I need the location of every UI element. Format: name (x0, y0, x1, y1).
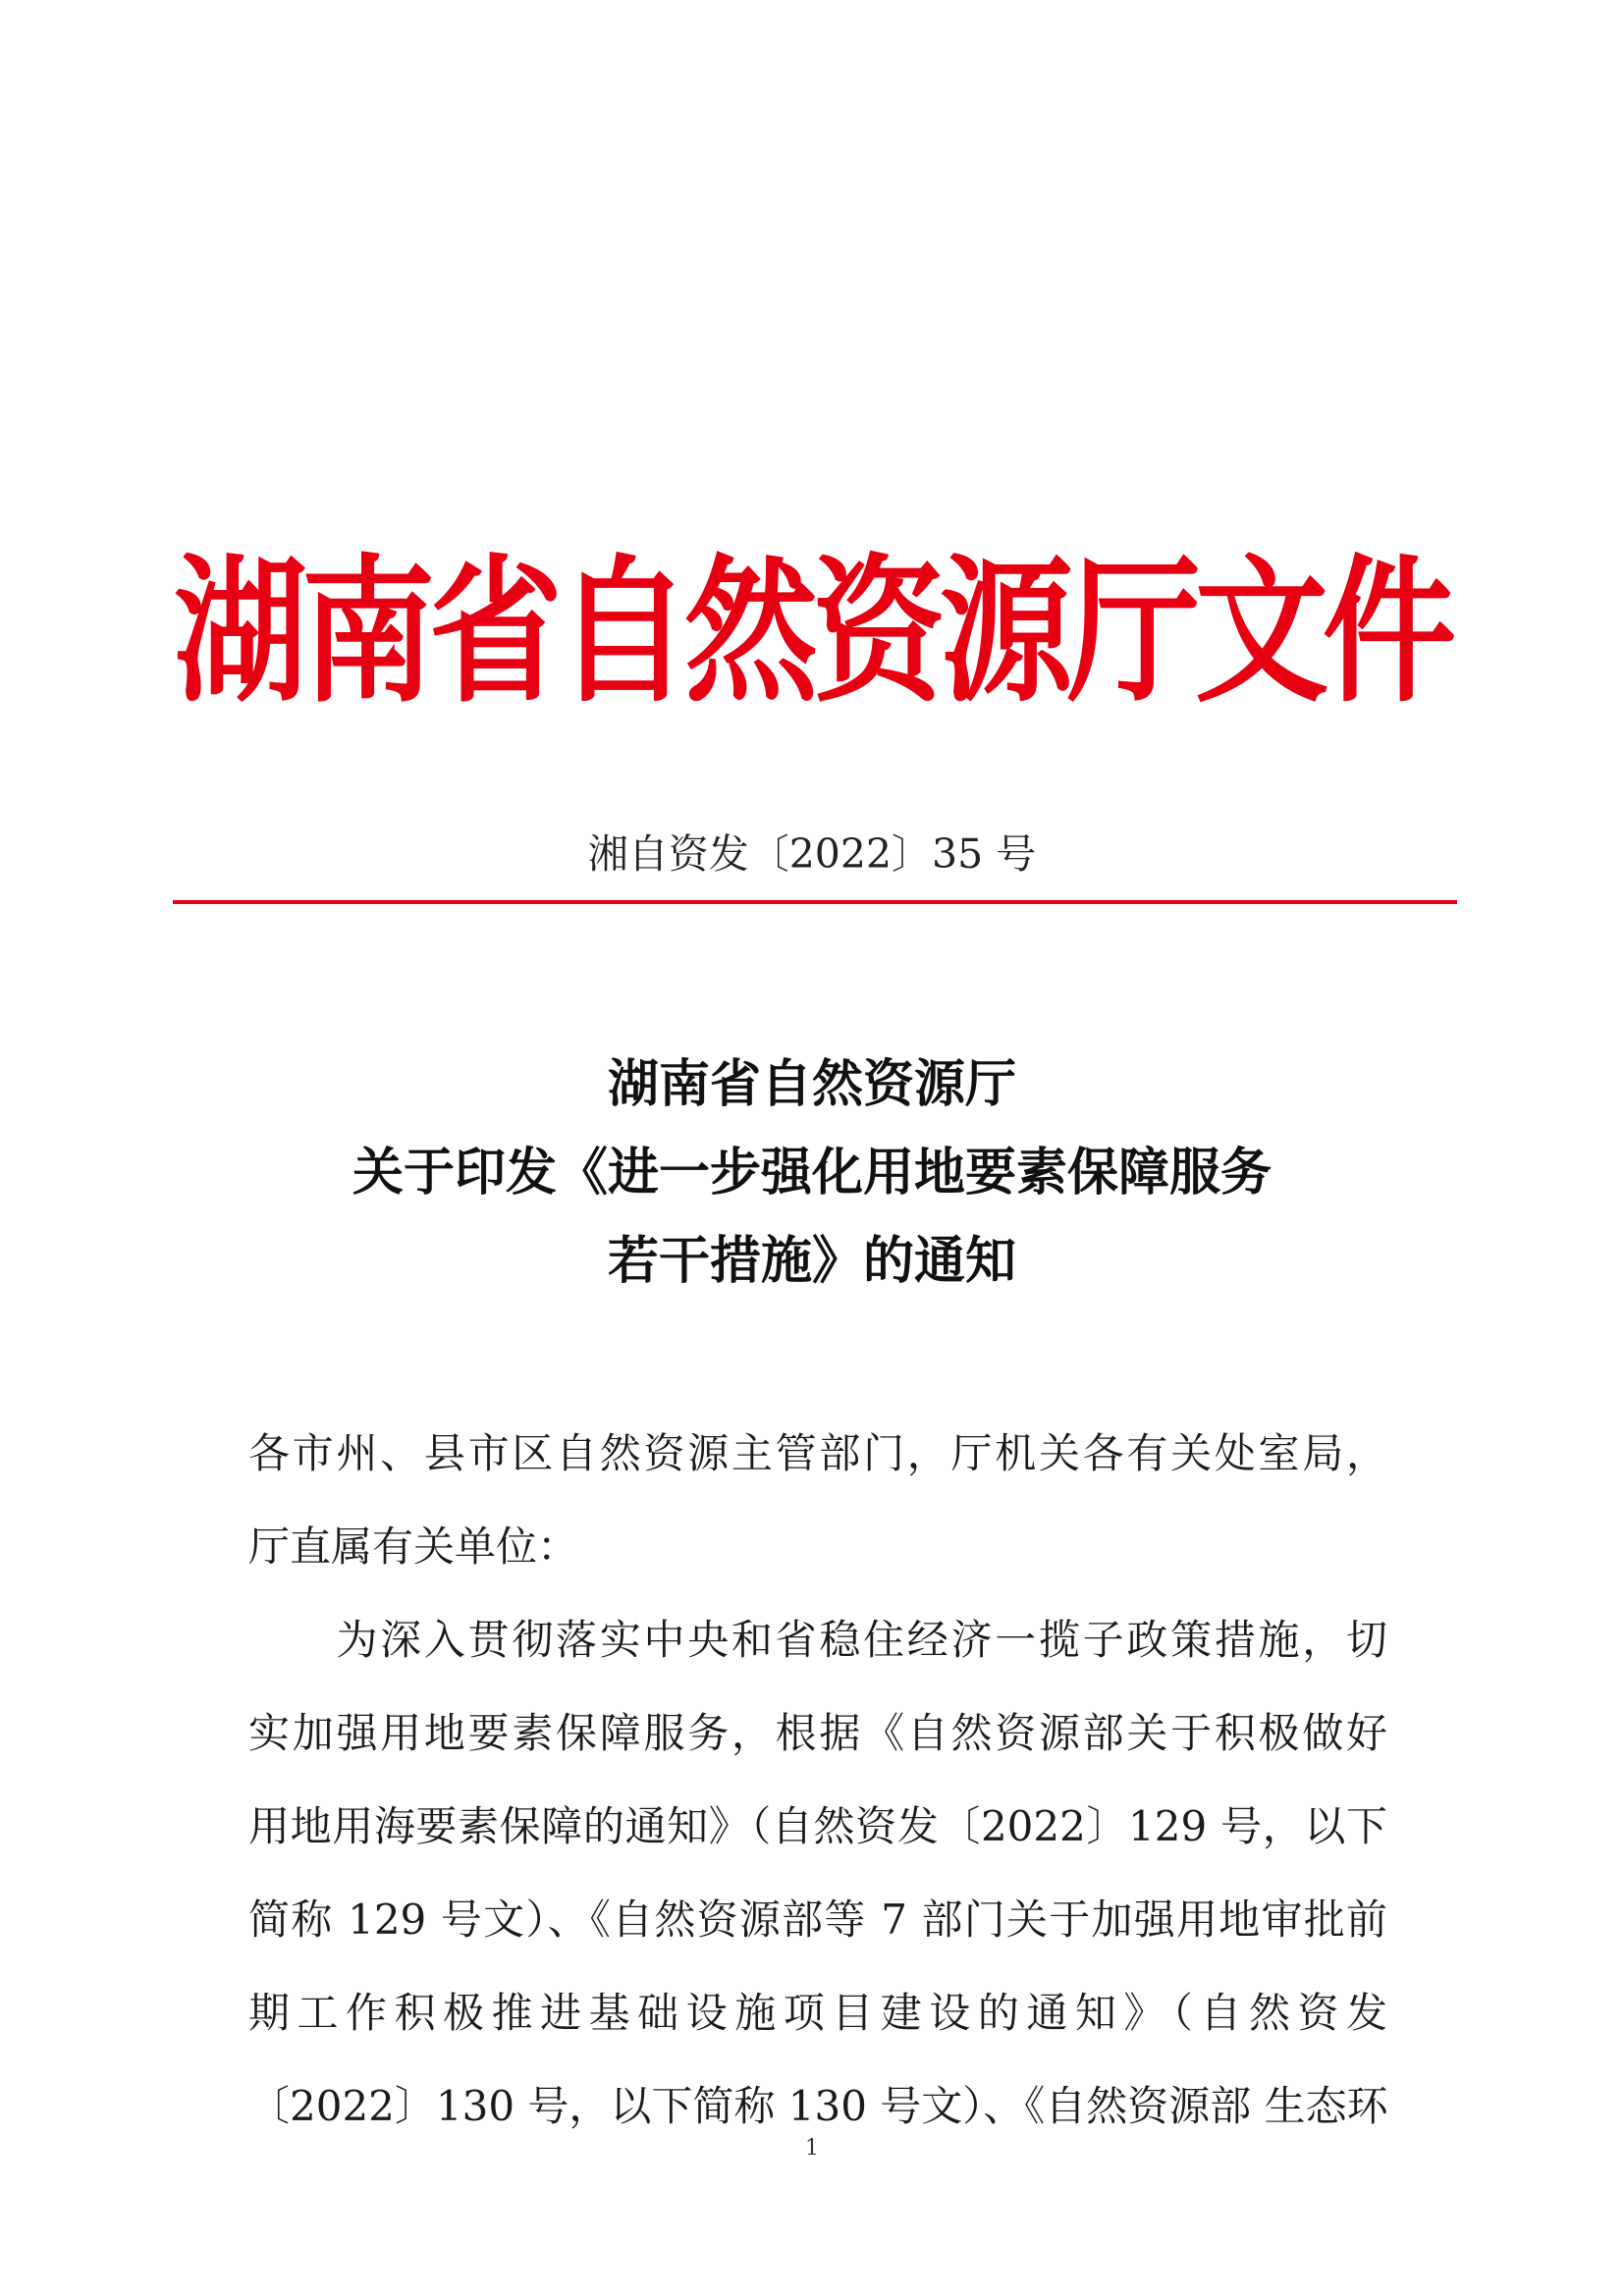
masthead-title: 湖南省自然资源厅文件 (174, 541, 1450, 725)
addressee-line-2: 厅直属有关单位： (248, 1522, 579, 1571)
document-title (0, 1041, 1624, 1306)
title-line-2: 关于印发《进一步强化用地要素保障服务 (352, 1143, 1272, 1202)
body-line-2: 实加强用地要素保障服务，根据《自然资源部关于积极做好 (248, 1709, 1387, 1757)
addressee-line-1: 各市州、县市区自然资源主管部门，厅机关各有关处室局， (248, 1429, 1387, 1477)
document-body (248, 1407, 1387, 2153)
page-number: 1 (805, 2136, 819, 2161)
title-line-1: 湖南省自然资源厅 (607, 1054, 1016, 1114)
body-line-5: 期工作积极推进基础设施项目建设的通知》（自然资发 (248, 1989, 1387, 2037)
body-line-1: 为深入贯彻落实中央和省稳住经济一揽子政策措施，切 (248, 1616, 1387, 1664)
red-separator-line (173, 900, 1457, 904)
document-number: 湘自资发〔2022〕35 号 (587, 830, 1037, 878)
title-line-3: 若干措施》的通知 (607, 1231, 1016, 1291)
body-line-6: 〔2022〕130 号，以下简称 130 号文）、《自然资源部 生态环 (248, 2082, 1388, 2130)
body-line-3: 用地用海要素保障的通知》（自然资发〔2022〕129 号，以下 (248, 1802, 1387, 1850)
body-line-4: 简称 129 号文）、《自然资源部等 7 部门关于加强用地审批前 (248, 1896, 1387, 1944)
